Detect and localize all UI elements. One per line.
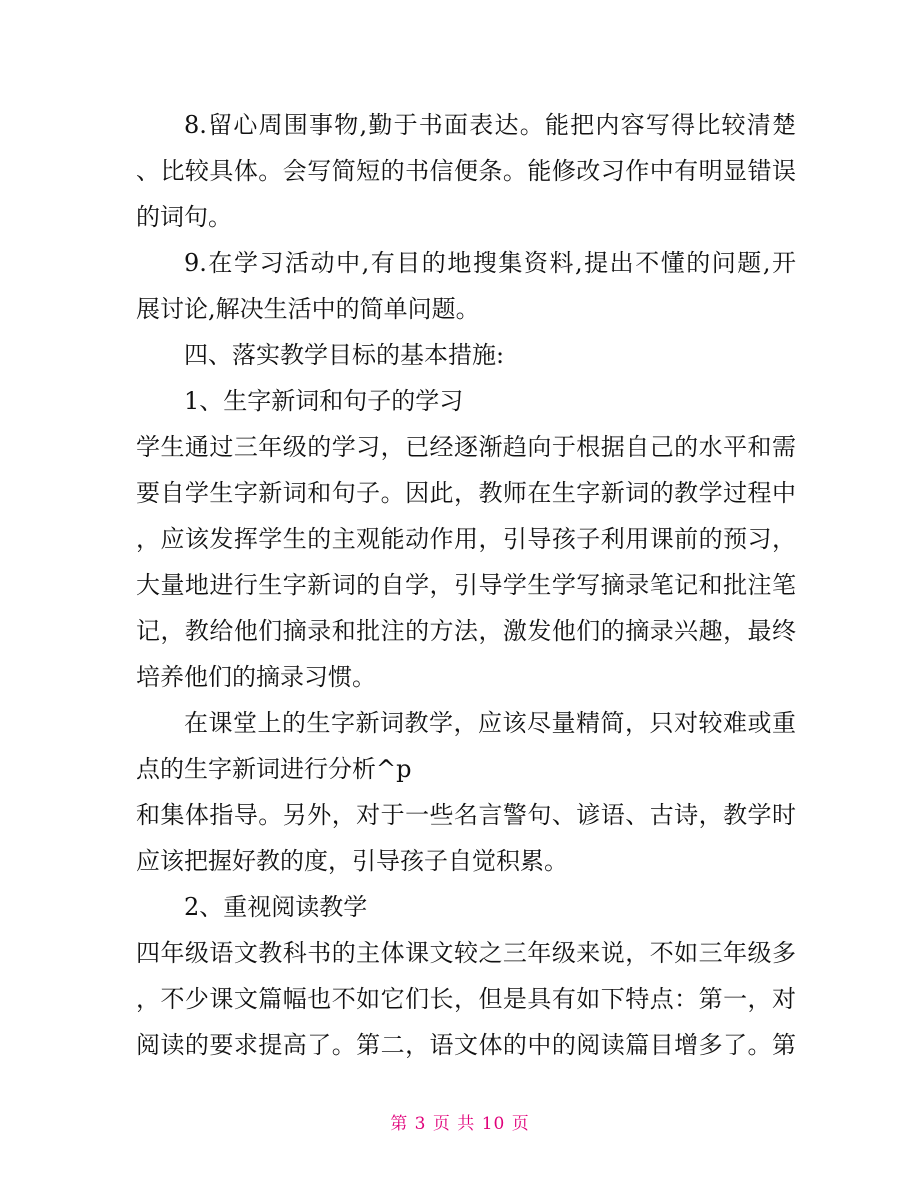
paragraph-line: 8.留心周围事物,勤于书面表达。能把内容写得比较清楚 [184,111,796,139]
subsection-heading: 2、重视阅读教学 [184,893,368,921]
paragraph-line: 应该把握好教的度，引导孩子自觉积累。 [136,847,568,875]
paragraph-line: 9.在学习活动中,有目的地搜集资料,提出不懂的问题,开 [184,249,796,277]
paragraph-line: 的词句。 [136,203,232,231]
paragraph-line: ，不少课文篇幅也不如它们长，但是具有如下特点：第一，对 [136,985,796,1013]
paragraph-line: 要自学生字新词和句子。因此，教师在生字新词的教学过程中 [136,479,796,507]
page-number-footer: 第 3 页 共 10 页 [390,1114,530,1134]
paragraph-line: 四年级语文教科书的主体课文较之三年级来说，不如三年级多 [136,939,796,967]
paragraph-line: 阅读的要求提高了。第二，语文体的中的阅读篇目增多了。第 [136,1031,796,1059]
paragraph-line: 记，教给他们摘录和批注的方法，激发他们的摘录兴趣，最终 [136,617,796,645]
paragraph-line: 、比较具体。会写简短的书信便条。能修改习作中有明显错误 [136,157,796,185]
section-heading: 四、落实教学目标的基本措施: [184,341,505,369]
paragraph-line: ，应该发挥学生的主观能动作用，引导孩子利用课前的预习， [136,525,796,553]
paragraph-line: 展讨论,解决生活中的简单问题。 [136,295,480,323]
paragraph-line: 和集体指导。另外，对于一些名言警句、谚语、古诗，教学时 [136,801,796,829]
paragraph-line: 点的生字新词进行分析^p [136,755,412,783]
subsection-heading: 1、生字新词和句子的学习 [184,387,464,415]
paragraph-line: 学生通过三年级的学习，已经逐渐趋向于根据自己的水平和需 [136,433,796,461]
paragraph-line: 大量地进行生字新词的自学，引导学生学写摘录笔记和批注笔 [136,571,796,599]
paragraph-line: 在课堂上的生字新词教学，应该尽量精简，只对较难或重 [184,709,796,737]
paragraph-line: 培养他们的摘录习惯。 [136,663,376,691]
